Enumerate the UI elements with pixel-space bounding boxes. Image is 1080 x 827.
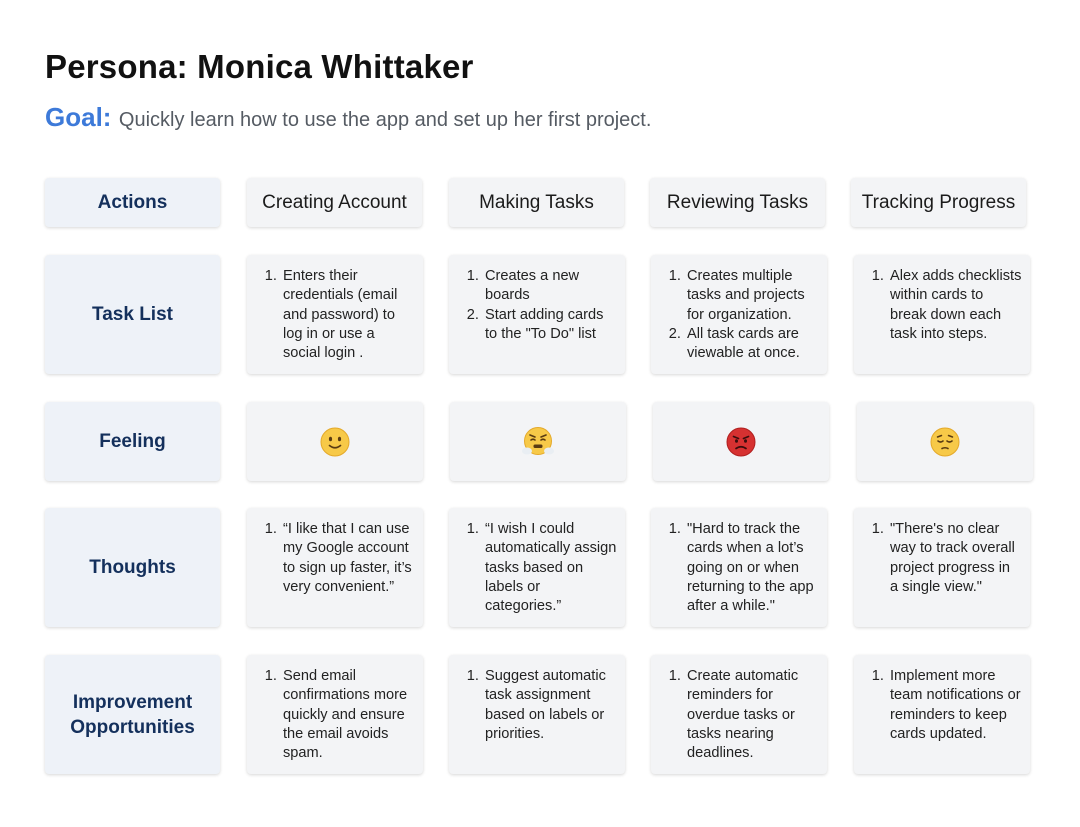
improvement-card [854, 655, 1030, 774]
feeling-card [247, 402, 423, 481]
improvement-card [449, 655, 625, 774]
list-item: 1. Send email confirmations more quickly and ensure the email avoids spam. [281, 667, 415, 763]
row-label-actions: Actions [45, 178, 220, 227]
goal-label: Goal: [45, 102, 112, 132]
list-item: 1. Alex adds checklists within cards to break down each task into steps. [888, 267, 1022, 344]
feeling-card [653, 402, 829, 481]
improvement-card [651, 655, 827, 774]
thoughts-card [854, 508, 1030, 627]
row-label-task-list: Task List [45, 255, 220, 374]
task-list [247, 255, 423, 363]
task-list-card [247, 255, 423, 374]
list-item: 2. Start adding cards to the "To Do" list [483, 306, 617, 345]
list-item: 1. Create automatic reminders for overdue tasks or tasks nearing deadlines. [685, 667, 819, 763]
improvement-list [854, 655, 1030, 744]
list-item: 1. "There's no clear way to track overall project progress in a single view." [888, 520, 1022, 597]
list-item: 1. Suggest automatic task assignment based on labels or priorities. [483, 667, 617, 744]
list-item: 2. All task cards are viewable at once. [685, 325, 819, 364]
feeling-card [450, 402, 626, 481]
thoughts-list [247, 508, 423, 597]
improvement-list [449, 655, 625, 744]
pensive-face-icon [930, 427, 960, 457]
list-item: 1. Creates multiple tasks and projects for organization. [685, 267, 819, 325]
row-label-thoughts: Thoughts [45, 508, 220, 627]
task-list [449, 255, 625, 344]
thoughts-card [449, 508, 625, 627]
improvement-card [247, 655, 423, 774]
stage-header-reviewing-tasks: Reviewing Tasks [650, 178, 825, 227]
task-list [651, 255, 827, 363]
thoughts-card [247, 508, 423, 627]
feeling-card [857, 402, 1033, 481]
thoughts-list [854, 508, 1030, 597]
row-label-improvement-opportunities: Improvement Opportunities [45, 655, 220, 774]
thoughts-card [651, 508, 827, 627]
list-item: 1. "Hard to track the cards when a lot’s going on or when returning to the app after a while." [685, 520, 819, 616]
list-item: 1. Implement more team notifications or reminders to keep cards updated. [888, 667, 1022, 744]
improvement-list [247, 655, 423, 763]
task-list [854, 255, 1030, 344]
stage-header-tracking-progress: Tracking Progress [851, 178, 1026, 227]
face-with-steam-from-nose-icon [521, 426, 555, 458]
goal-statement [45, 102, 651, 133]
list-item: 1. Enters their credentials (email and password) to log in or use a social login . [281, 267, 415, 363]
improvement-list [651, 655, 827, 763]
list-item: 1. Creates a new boards [483, 267, 617, 306]
task-list-card [449, 255, 625, 374]
stage-header-creating-account: Creating Account [247, 178, 422, 227]
task-list-card [651, 255, 827, 374]
slightly-smiling-face-icon [320, 427, 350, 457]
task-list-card [854, 255, 1030, 374]
list-item: 1. “I wish I could automatically assign tasks based on labels or categories.” [483, 520, 617, 616]
thoughts-list [651, 508, 827, 616]
pouting-face-icon [726, 427, 756, 457]
goal-text: Quickly learn how to use the app and set up her first project. [118, 109, 652, 131]
stage-header-making-tasks: Making Tasks [449, 178, 624, 227]
persona-title: Persona: Monica Whittaker [45, 48, 474, 85]
list-item: 1. “I like that I can use my Google account to sign up faster, it’s very convenient.” [281, 520, 415, 597]
row-label-feeling: Feeling [45, 402, 220, 481]
thoughts-list [449, 508, 625, 616]
